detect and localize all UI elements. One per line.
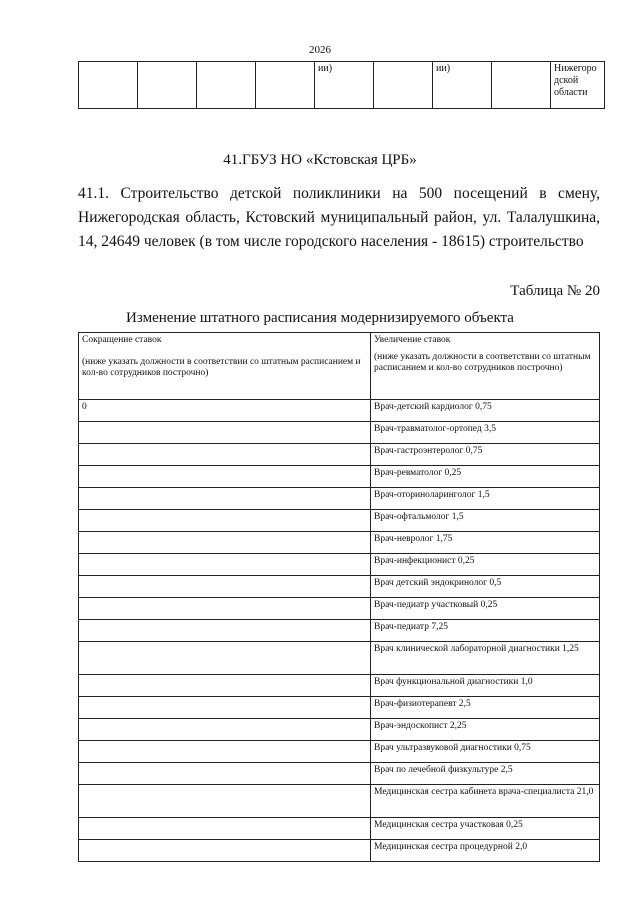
reduction-cell [79,697,371,719]
increase-cell: Врач клинической лабораторной диагностики 1,25 [371,642,600,675]
table-row [79,620,600,642]
reduction-cell [79,488,371,510]
reduction-cell [79,818,371,840]
table-number: Таблица № 20 [510,283,600,299]
reduction-cell [79,532,371,554]
table-row [79,697,600,719]
table-row [79,444,600,466]
table-cell [256,62,315,109]
paragraph-line: 41.1. Строительство детской поликлиники на 500 посещений в смену, [78,185,600,202]
increase-cell: Врач-травматолог-ортопед 3,5 [371,422,600,444]
page-number: 2026 [309,44,331,56]
table-row [79,466,600,488]
increase-cell: Врач-детский кардиолог 0,75 [371,400,600,422]
increase-note: (ниже указать должности в соответствии со штатным расписанием и кол-во сотрудников построчно) [374,352,591,373]
table-row [79,488,600,510]
organization-title: 41.ГБУЗ НО «Кстовская ЦРБ» [223,152,417,168]
table-cell: ии) [315,62,374,109]
increase-header-cell [371,333,600,400]
increase-cell: Врач-гастроэнтеролог 0,75 [371,444,600,466]
table-row [79,785,600,818]
reduction-cell [79,719,371,741]
reduction-cell [79,510,371,532]
increase-cell: Врач-офтальмолог 1,5 [371,510,600,532]
table-row [79,554,600,576]
table-row [79,840,600,862]
table-title: Изменение штатного расписания модернизируемого объекта [126,310,514,326]
table-row [79,422,600,444]
continued-table-fragment [78,61,605,109]
reduction-note: (ниже указать должности в соответствии со штатным расписанием и кол-во сотрудников построчно) [82,357,361,378]
reduction-cell [79,763,371,785]
table-cell [492,62,551,109]
increase-cell: Врач ультразвуковой диагностики 0,75 [371,741,600,763]
paragraph-line: 14, 24649 человек (в том числе городского населения - 18615) строительство [78,233,584,250]
increase-cell: Врач-инфекционист 0,25 [371,554,600,576]
reduction-cell [79,598,371,620]
table-header-row [79,333,600,400]
increase-cell: Врач-педиатр участковый 0,25 [371,598,600,620]
increase-cell: Медицинская сестра кабинета врача-специалиста 21,0 [371,785,600,818]
table-cell: Нижегоро дской области [551,62,605,109]
increase-cell: Медицинская сестра участковая 0,25 [371,818,600,840]
table-cell [374,62,433,109]
increase-cell: Врач-педиатр 7,25 [371,620,600,642]
increase-cell: Врач по лечебной физкультуре 2,5 [371,763,600,785]
reduction-header: Сокращение ставок [82,335,162,345]
table-row [79,741,600,763]
increase-cell: Врач-физиотерапевт 2,5 [371,697,600,719]
increase-header: Увеличение ставок [374,335,451,345]
table-row [79,510,600,532]
reduction-cell [79,576,371,598]
reduction-cell [79,785,371,818]
reduction-cell: 0 [79,400,371,422]
table-row [79,532,600,554]
table-cell [197,62,256,109]
reduction-cell [79,675,371,697]
reduction-cell [79,840,371,862]
paragraph-line: Нижегородская область, Кстовский муниципальный район, ул. Талалушкина, [78,209,600,226]
table-cell: ии) [433,62,492,109]
table-row [79,675,600,697]
reduction-header-cell [79,333,371,400]
increase-cell: Врач-эндоскопист 2,25 [371,719,600,741]
table-row [79,576,600,598]
reduction-cell [79,466,371,488]
table-row [79,818,600,840]
staff-changes-table [78,332,600,862]
increase-cell: Врач функциональной диагностики 1,0 [371,675,600,697]
reduction-cell [79,642,371,675]
table-cell [79,62,138,109]
reduction-cell [79,422,371,444]
table-row [79,763,600,785]
reduction-cell [79,741,371,763]
table-row [79,642,600,675]
project-description [78,182,600,254]
table-row [79,62,605,109]
reduction-cell [79,444,371,466]
increase-cell: Медицинская сестра процедурной 2,0 [371,840,600,862]
table-row [79,719,600,741]
reduction-cell [79,554,371,576]
reduction-cell [79,620,371,642]
table-cell [138,62,197,109]
table-row [79,400,600,422]
table-row [79,598,600,620]
increase-cell: Врач детский эндокринолог 0,5 [371,576,600,598]
increase-cell: Врач-невролог 1,75 [371,532,600,554]
increase-cell: Врач-ревматолог 0,25 [371,466,600,488]
increase-cell: Врач-оториноларинголог 1,5 [371,488,600,510]
